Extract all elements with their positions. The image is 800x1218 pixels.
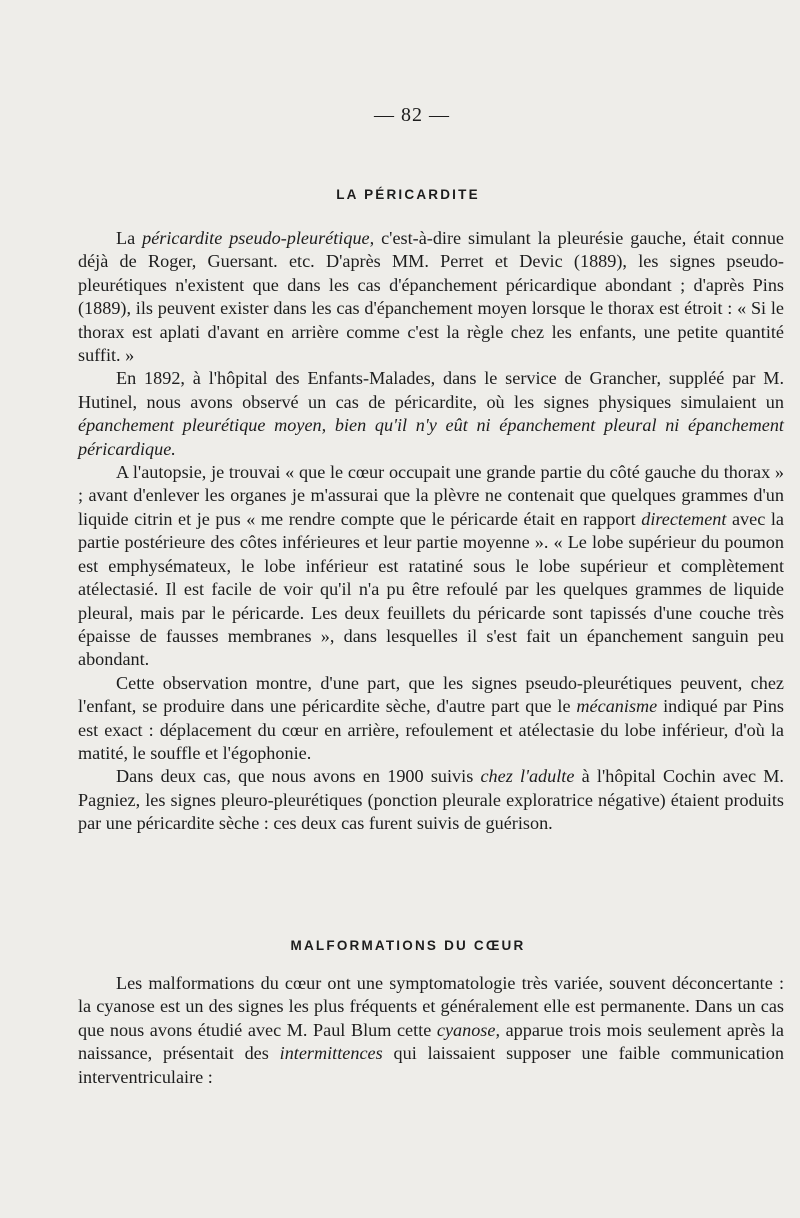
section-body-pericardite (78, 227, 784, 836)
text-run: c'est-à-dire simulant la pleurésie gauche, était connue déjà de Roger, Guersant. etc. D'après MM. Perret et Devic (1889), les signes pseudo-pleurétiques n'existent que dans les cas d'épanchement péricardique abondant ; d'après Pins (1889), ils peuvent exister dans les cas d'épanchement moyen lorsque le thorax est étroit : « Si le thorax est aplati d'avant en arrière comme c'est la règle chez les enfants, une petite quantité suffit. » (78, 228, 784, 366)
italic-text: épanchement pleurétique moyen, bien qu'il n'y eût ni épanchement pleural ni épanchement péricardique. (78, 415, 784, 459)
italic-text: mécanisme (576, 696, 658, 717)
text-run: Les malformations du cœur ont une symptomatologie très variée, souvent déconcertante : la cyanose est un des signes les plus fréquents et généralement elle est permanente. Dans un cas que nous avons étudié avec M. Paul Blum cette (78, 973, 784, 1040)
text-run: qui laissaient supposer une faible communication interventriculaire : (78, 1043, 784, 1087)
paragraph (78, 972, 784, 1089)
text-run: apparue trois mois seulement après la naissance, présentait des (78, 1019, 785, 1064)
text-run: Cette observation montre, d'une part, que les signes pseudo-pleurétiques peuvent, chez l'enfant, se produire dans une péricardite sèche, d'autre part que le (78, 672, 784, 717)
page-number: — 82 — (374, 104, 450, 126)
italic-text: cyanose, (436, 1019, 500, 1040)
paragraph (78, 461, 784, 672)
text-run: indiqué par Pins est exact : déplacement du cœur en arrière, refoulement et atélectasie du lobe inférieur, d'où la matité, le souffle et l'égophonie. (78, 696, 784, 763)
section-body-malformations (78, 972, 784, 1089)
text-run: à l'hôpital Cochin avec M. Pagniez, les signes pleuro-pleurétiques (ponction pleurale exploratrice négative) étaient produits par une péricardite sèche : ces deux cas furent suivis de guérison. (78, 766, 784, 834)
text-run: A l'autopsie, je trouvai « que le cœur occupait une grande partie du côté gauche du thorax » ; avant d'enlever les organes je m'assurai que la plèvre ne contenait que quelques grammes d'un liquide citrin et je pus « me rendre compte que le péricarde était en rapport (78, 462, 784, 529)
paragraph (78, 367, 784, 461)
text-run: La (116, 228, 143, 248)
text-run: En 1892, à l'hôpital des Enfants-Malades, dans le service de Grancher, suppléé par M. Hutinel, nous avons observé un cas de péricardite, où les signes physiques simulaient un (78, 368, 784, 412)
paragraph (78, 765, 784, 835)
italic-text: intermittences (279, 1043, 383, 1064)
italic-text: chez l'adulte (480, 766, 575, 787)
section-heading-malformations: MALFORMATIONS DU CŒUR (290, 938, 526, 953)
text-run: avec la partie postérieure des côtes inférieures et leur partie moyenne ». « Le lobe supérieur du poumon est emphysémateux, le lobe inférieur est ratatiné sous le lobe supérieur et complètement atélectasié. Il est facile de voir qu'il n'a pu être refoulé par les quelques grammes de liquide pleural, mais par le péricarde. Les deux feuillets du péricarde sont tapissés d'une couche très épaisse de fausses membranes », dans lesquelles il s'est fait un épanchement sanguin peu abondant. (78, 508, 784, 670)
text-run: Dans deux cas, que nous avons en 1900 suivis (116, 766, 481, 787)
paragraph (78, 227, 784, 367)
paragraph (78, 672, 784, 766)
section-heading-pericardite: LA PÉRICARDITE (336, 187, 480, 202)
italic-text: directement (641, 508, 727, 529)
italic-text: péricardite pseudo-pleurétique, (142, 228, 375, 248)
